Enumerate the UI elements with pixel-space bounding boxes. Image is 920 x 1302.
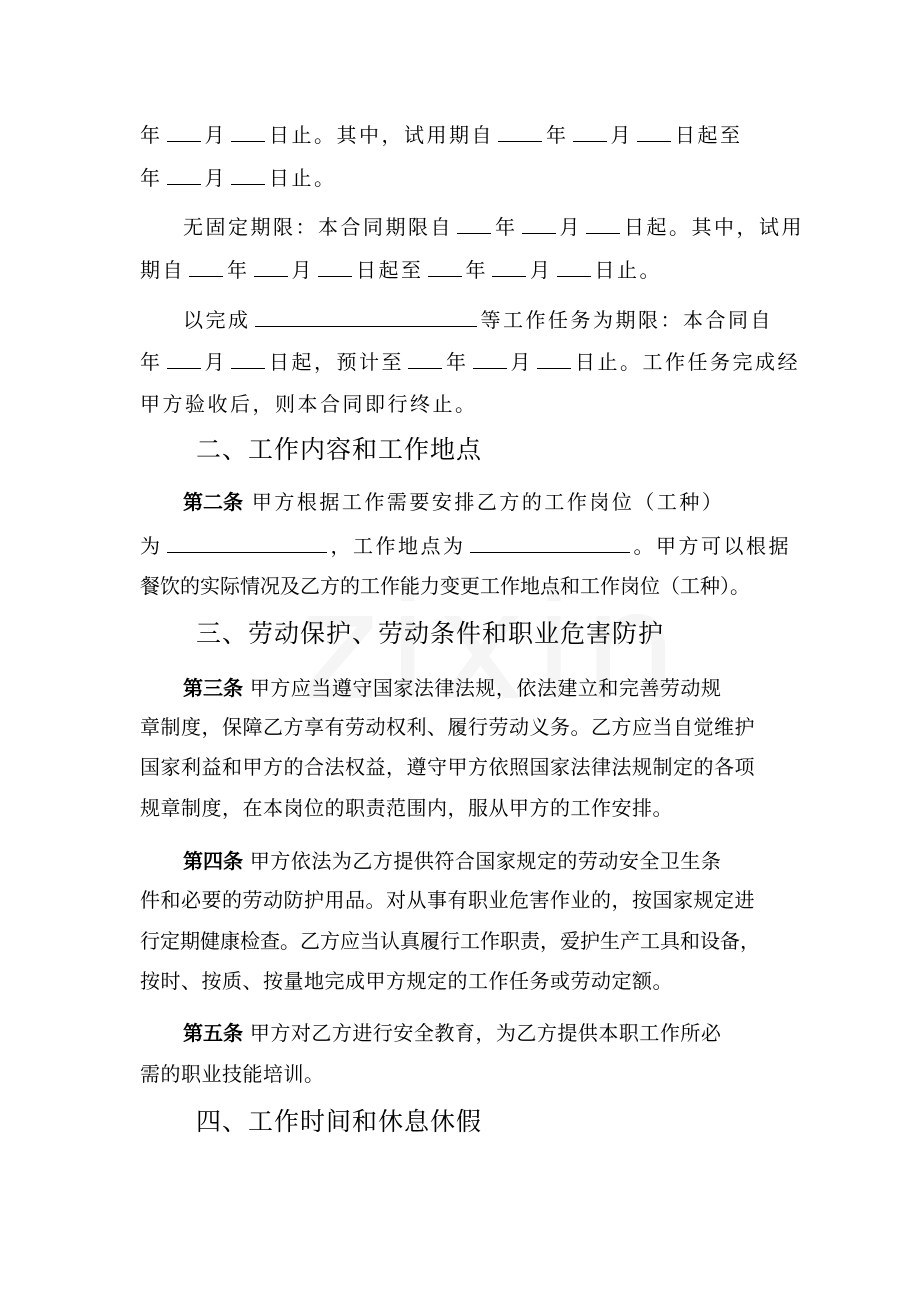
text: 为	[140, 534, 163, 558]
text: 月	[204, 350, 227, 374]
text: 日起至	[356, 258, 424, 282]
text: 年	[140, 123, 163, 147]
text: 日止。	[269, 166, 337, 190]
text: 年	[140, 166, 163, 190]
blank-field[interactable]	[637, 121, 671, 142]
blank-field[interactable]	[586, 213, 620, 234]
text: 年	[140, 350, 163, 374]
blank-field[interactable]	[167, 164, 201, 185]
blank-field[interactable]	[167, 348, 201, 369]
text: 甲方依法为乙方提供符合国家规定的劳动安全卫生条	[249, 849, 722, 873]
blank-field[interactable]	[189, 256, 223, 277]
blank-field[interactable]	[457, 213, 491, 234]
article-4-line-3: 行定期健康检查。乙方应当认真履行工作职责，爱护生产工具和设备，	[140, 929, 760, 953]
text: 月	[204, 123, 227, 147]
blank-field[interactable]	[573, 121, 607, 142]
blank-field[interactable]	[408, 348, 442, 369]
text: 等工作任务为期限：本合同自	[480, 308, 773, 332]
blank-field[interactable]	[498, 121, 542, 142]
text: 年	[446, 350, 469, 374]
article-label: 第二条	[183, 490, 243, 514]
article-label: 第四条	[183, 849, 243, 873]
text: 月	[510, 350, 533, 374]
text: 月	[204, 166, 227, 190]
article-2-line-1	[183, 488, 785, 516]
term-line-5	[183, 306, 785, 334]
text: 年	[465, 258, 488, 282]
text: 年	[495, 215, 518, 239]
text: 甲方应当遵守国家法律法规，依法建立和完善劳动规	[249, 676, 722, 700]
text: 日起至	[675, 123, 743, 147]
article-3-line-2: 章制度，保障乙方享有劳动权利、履行劳动义务。乙方应当自觉维护	[140, 715, 755, 739]
text: 日止。工作任务完成经	[575, 350, 800, 374]
term-line-2	[140, 164, 785, 192]
blank-field[interactable]	[522, 213, 556, 234]
term-line-6	[140, 348, 800, 376]
blank-field[interactable]	[254, 256, 288, 277]
article-3-line-4: 规章制度，在本岗位的职责范围内，服从甲方的工作安排。	[140, 796, 673, 820]
text: 以完成	[183, 308, 251, 332]
article-4-line-2: 件和必要的劳动防护用品。对从事有职业危害作业的，按国家规定进	[140, 888, 755, 912]
article-5-line-1	[183, 1019, 785, 1047]
text: 日起，预计至	[269, 350, 404, 374]
text: 甲方根据工作需要安排乙方的工作岗位（工种）	[251, 490, 725, 514]
blank-field[interactable]	[318, 256, 352, 277]
blank-field[interactable]	[231, 164, 265, 185]
blank-field[interactable]	[231, 121, 265, 142]
text: 期自	[140, 258, 185, 282]
article-3-line-1	[183, 674, 785, 702]
blank-field[interactable]	[428, 256, 462, 277]
blank-field[interactable]	[537, 348, 571, 369]
article-5-line-2: 需的职业技能培训。	[140, 1062, 325, 1086]
section-heading-2: 二、工作内容和工作地点	[196, 435, 483, 464]
section-heading-4: 四、工作时间和休息休假	[196, 1107, 483, 1136]
article-3-line-3: 国家利益和甲方的合法权益，遵守甲方依照国家法律法规制定的各项	[140, 755, 755, 779]
article-label: 第五条	[183, 1021, 243, 1045]
term-line-7: 甲方验收后，则本合同即行终止。	[140, 392, 478, 416]
text: 年	[227, 258, 250, 282]
text: 月	[291, 258, 314, 282]
term-line-4	[140, 256, 785, 284]
section-heading-3: 三、劳动保护、劳动条件和职业危害防护	[196, 619, 665, 648]
article-4-line-4: 按时、按质、按量地完成甲方规定的工作任务或劳动定额。	[140, 969, 673, 993]
text: ，工作地点为	[330, 534, 466, 558]
article-label: 第三条	[183, 676, 243, 700]
blank-field[interactable]	[470, 532, 630, 553]
text: 月	[530, 258, 553, 282]
blank-field[interactable]	[492, 256, 526, 277]
article-2-line-3: 餐饮的实际情况及乙方的工作能力变更工作地点和工作岗位（工种）。	[140, 574, 750, 598]
text: 日止。其中，试用期自	[269, 123, 494, 147]
text: 无固定期限：本合同期限自	[183, 215, 453, 239]
blank-field[interactable]	[473, 348, 507, 369]
term-line-1	[140, 121, 785, 149]
text: 月	[559, 215, 582, 239]
blank-field[interactable]	[231, 348, 265, 369]
text: 月	[610, 123, 633, 147]
blank-field[interactable]	[167, 121, 201, 142]
text: 。甲方可以根据	[633, 534, 791, 558]
blank-field[interactable]	[255, 306, 477, 327]
blank-field[interactable]	[557, 256, 591, 277]
text: 日起。其中，试用	[624, 215, 804, 239]
blank-field[interactable]	[167, 532, 327, 553]
article-2-line-2	[140, 532, 791, 560]
article-4-line-1	[183, 847, 785, 875]
text: 甲方对乙方进行安全教育，为乙方提供本职工作所必	[249, 1021, 722, 1045]
text: 年	[546, 123, 569, 147]
term-line-3	[183, 213, 804, 241]
text: 日止。	[594, 258, 662, 282]
